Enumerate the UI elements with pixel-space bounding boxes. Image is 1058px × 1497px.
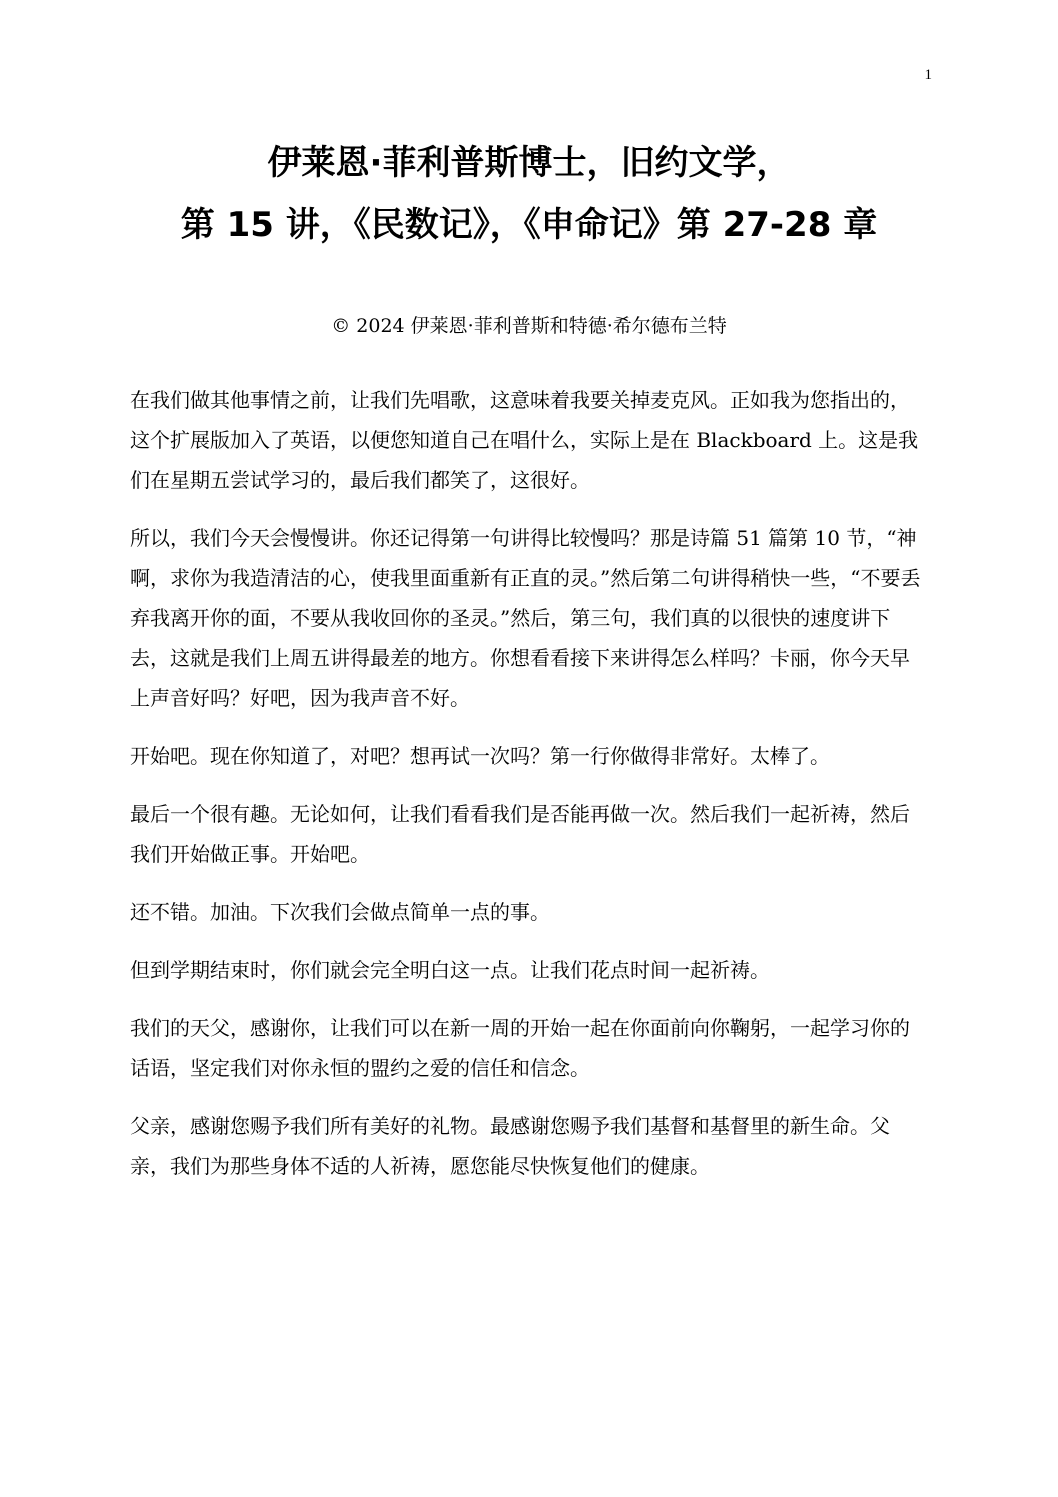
title-line-1: 伊莱恩·菲利普斯博士，旧约文学， [267, 143, 791, 183]
paragraph-1: 在我们做其他事情之前，让我们先唱歌，这意味着我要关掉麦克风。正如我为您指出的，这个扩展版加入了英语，以便您知道自己在唱什么，实际上是在 Blackboard 上。这是我们在星期五尝试学习的，最后我们都笑了，这很好。 [130, 388, 919, 492]
title-line-2: 第 15 讲，《民数记》，《申命记》第 27-28 章 [180, 205, 878, 245]
document-body [130, 380, 928, 1204]
paragraph-8: 父亲，感谢您赐予我们所有美好的礼物。最感谢您赐予我们基督和基督里的新生命。父亲，我们为那些身体不适的人祈祷，愿您能尽快恢复他们的健康。 [130, 1114, 890, 1178]
paragraph-6: 但到学期结束时，你们就会完全明白这一点。让我们花点时间一起祈祷。 [130, 958, 770, 982]
copyright-notice: © 2024 伊莱恩·菲利普斯和特德·希尔德布兰特 [331, 315, 727, 337]
paragraph-7: 我们的天父，感谢你，让我们可以在新一周的开始一起在你面前向你鞠躬，一起学习你的话语，坚定我们对你永恒的盟约之爱的信任和信念。 [130, 1016, 910, 1080]
paragraph-4: 最后一个很有趣。无论如何，让我们看看我们是否能再做一次。然后我们一起祈祷，然后我们开始做正事。开始吧。 [130, 802, 910, 866]
paragraph-2: 所以，我们今天会慢慢讲。你还记得第一句讲得比较慢吗？那是诗篇 51 篇第 10 节，“神啊，求你为我造清洁的心，使我里面重新有正直的灵。”然后第二句讲得稍快一些，“不要丢弃我离开你的面，不要从我收回你的圣灵。”然后，第三句，我们真的以很快的速度讲下去，这就是我们上周五讲得最差的地方。你想看看接下来讲得怎么样吗？卡丽，你今天早上声音好吗？好吧，因为我声音不好。 [130, 526, 921, 710]
document-title [130, 140, 928, 248]
page-number: 1 [924, 67, 932, 83]
paragraph-5: 还不错。加油。下次我们会做点简单一点的事。 [130, 900, 550, 924]
paragraph-3: 开始吧。现在你知道了，对吧？想再试一次吗？第一行你做得非常好。太棒了。 [130, 744, 830, 768]
